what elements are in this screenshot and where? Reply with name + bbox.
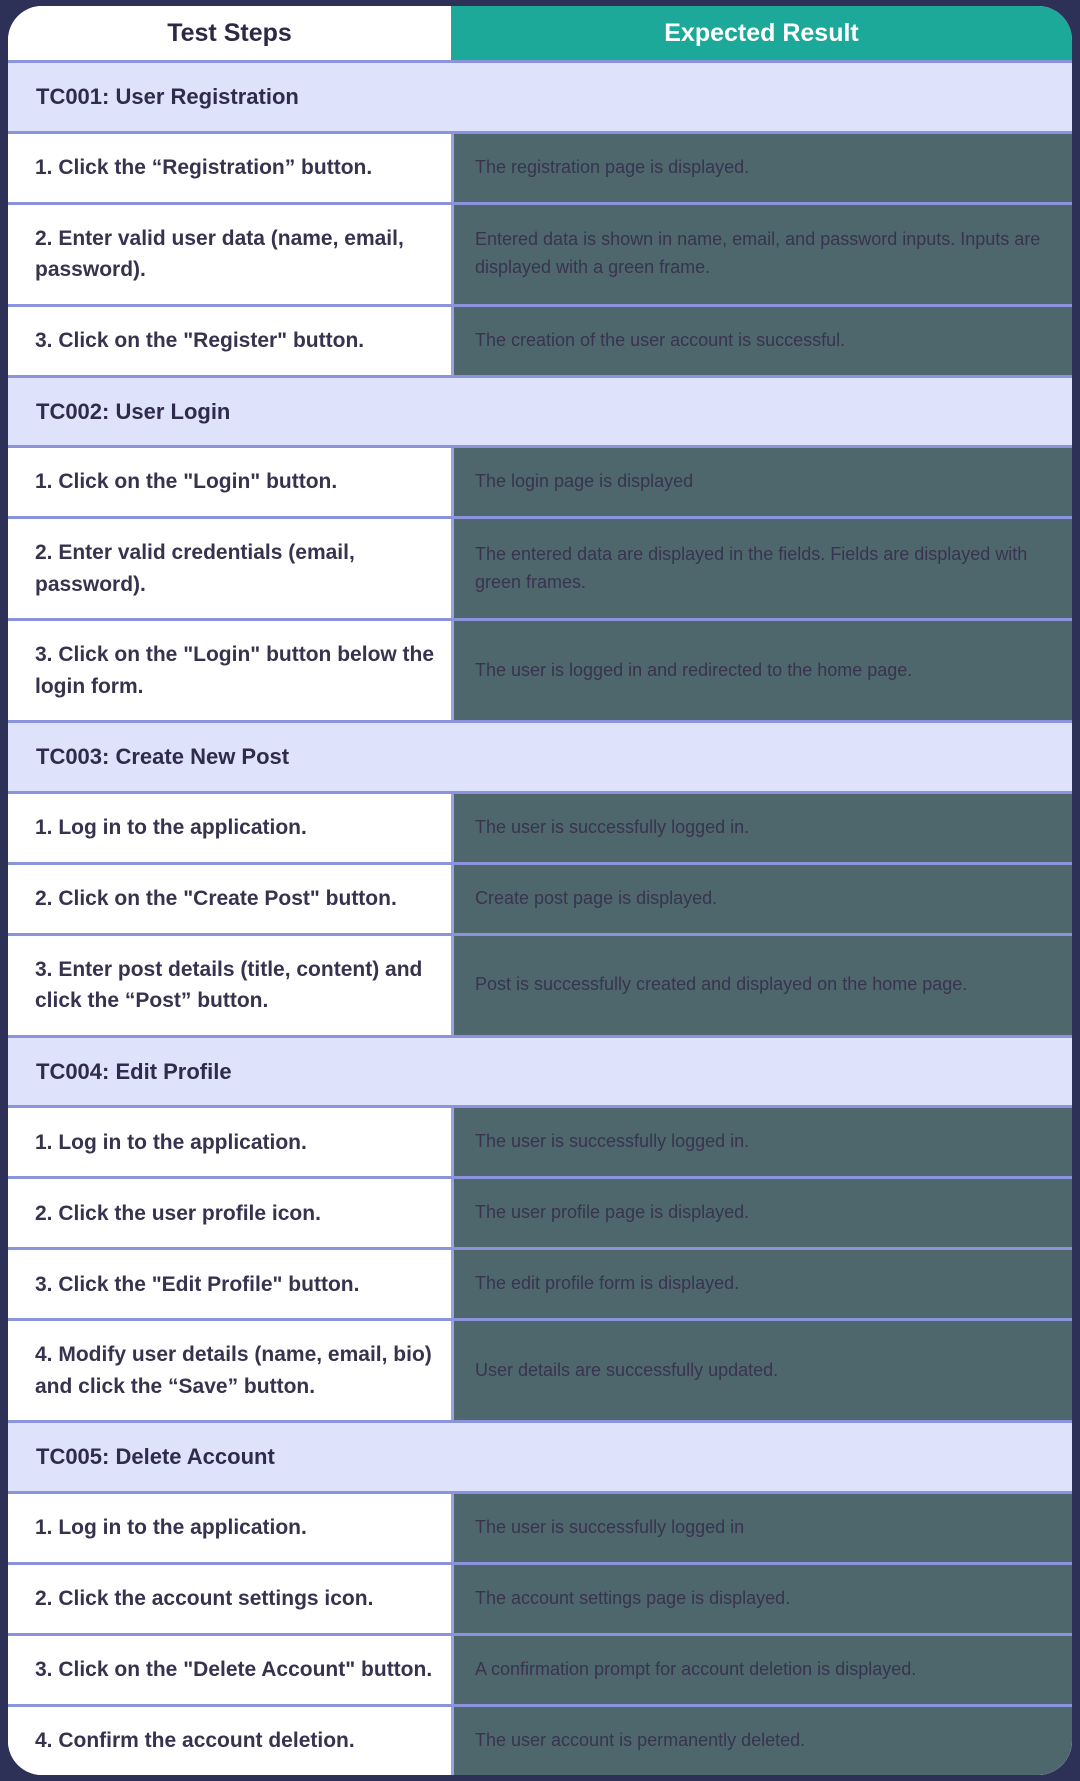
step-cell (8, 1250, 451, 1318)
table-row (8, 1633, 1072, 1704)
result-text: The account settings page is displayed. (475, 1588, 791, 1609)
step-text: 3. Enter post details (title, content) and click the “Post” button. (35, 957, 423, 1013)
result-text: A confirmation prompt for account deletion is displayed. (475, 1659, 917, 1680)
table-row (8, 1176, 1072, 1247)
step-cell (8, 448, 451, 516)
step-cell (8, 519, 451, 618)
test-case-table (8, 6, 1072, 1775)
step-cell (8, 794, 451, 862)
section-title: TC004: Edit Profile (36, 1058, 232, 1084)
section-header-row (8, 60, 1072, 131)
step-text: 2. Click the account settings icon. (35, 1587, 374, 1611)
result-text: The edit profile form is displayed. (475, 1273, 740, 1294)
step-cell (8, 1494, 451, 1562)
step-text: 2. Click the user profile icon. (35, 1201, 321, 1225)
step-text: 4. Modify user details (name, email, bio) and click the “Save” button. (35, 1343, 432, 1398)
result-text: The user account is permanently deleted. (475, 1730, 806, 1751)
result-text: The user is successfully logged in. (475, 1131, 750, 1152)
step-text: 3. Click on the "Register" button. (35, 328, 365, 352)
result-text: User details are successfully updated. (475, 1359, 779, 1380)
step-cell (8, 1321, 451, 1420)
step-cell (8, 205, 451, 304)
step-text: 2. Click on the "Create Post" button. (35, 887, 397, 911)
column-header-test-steps: Test Steps (8, 6, 451, 60)
step-text: 2. Enter valid user data (name, email, password). (35, 226, 404, 282)
step-cell (8, 1565, 451, 1633)
result-text: The entered data are displayed in the fields. Fields are displayed with green frames. (475, 543, 1028, 592)
table-row (8, 933, 1072, 1035)
result-cell (451, 1108, 1072, 1176)
result-text: Post is successfully created and displayed on the home page. (475, 974, 968, 995)
result-cell (451, 205, 1072, 304)
step-text: 1. Log in to the application. (35, 816, 307, 840)
table-row (8, 516, 1072, 618)
result-cell (451, 1565, 1072, 1633)
result-text: Entered data is shown in name, email, and password inputs. Inputs are displayed with a green frame. (475, 229, 1041, 278)
section-header-row (8, 1035, 1072, 1106)
section-title: TC003: Create New Post (36, 744, 290, 770)
result-cell (451, 1250, 1072, 1318)
step-cell (8, 1108, 451, 1176)
result-text: The registration page is displayed. (475, 156, 750, 177)
result-cell (451, 519, 1072, 618)
section-title: TC005: Delete Account (36, 1444, 275, 1470)
step-cell (8, 307, 451, 375)
step-text: 1. Click on the "Login" button. (35, 470, 338, 494)
table-row (8, 304, 1072, 375)
result-cell (451, 865, 1072, 933)
section-header-row (8, 720, 1072, 791)
table-row (8, 1318, 1072, 1420)
result-cell (451, 1707, 1072, 1775)
step-text: 4. Confirm the account deletion. (35, 1729, 355, 1753)
table-row (8, 1704, 1072, 1775)
result-text: The user is logged in and redirected to the home page. (475, 659, 913, 680)
step-cell (8, 1707, 451, 1775)
table-row (8, 791, 1072, 862)
result-text: The user is successfully logged in. (475, 816, 750, 837)
table-row (8, 1105, 1072, 1176)
table-row (8, 445, 1072, 516)
result-cell (451, 307, 1072, 375)
table-row (8, 202, 1072, 304)
result-cell (451, 1321, 1072, 1420)
result-text: The creation of the user account is successful. (475, 329, 846, 350)
table-row (8, 1491, 1072, 1562)
result-cell (451, 1179, 1072, 1247)
result-text: The user profile page is displayed. (475, 1202, 750, 1223)
table-row (8, 618, 1072, 720)
result-cell (451, 448, 1072, 516)
column-header-expected-result: Expected Result (451, 6, 1072, 60)
step-text: 1. Log in to the application. (35, 1130, 307, 1154)
step-text: 2. Enter valid credentials (email, password). (35, 541, 355, 596)
table-row (8, 862, 1072, 933)
result-cell (451, 936, 1072, 1035)
section-title: TC002: User Login (36, 398, 231, 424)
step-text: 3. Click on the "Login" button below the login form. (35, 643, 435, 698)
result-cell (451, 1494, 1072, 1562)
result-text: Create post page is displayed. (475, 887, 718, 908)
table-row (8, 1247, 1072, 1318)
step-cell (8, 936, 451, 1035)
result-text: The login page is displayed (475, 471, 694, 492)
result-cell (451, 134, 1072, 202)
result-cell (451, 621, 1072, 720)
section-header-row (8, 1420, 1072, 1491)
step-cell (8, 134, 451, 202)
table-header-row (8, 6, 1072, 60)
step-cell (8, 1179, 451, 1247)
step-text: 1. Click the “Registration” button. (35, 155, 373, 179)
section-title: TC001: User Registration (36, 83, 299, 109)
step-text: 3. Click on the "Delete Account" button. (35, 1658, 433, 1682)
step-cell (8, 1636, 451, 1704)
result-text: The user is successfully logged in (475, 1517, 745, 1538)
section-header-row (8, 375, 1072, 446)
step-cell (8, 621, 451, 720)
table-row (8, 131, 1072, 202)
table-row (8, 1562, 1072, 1633)
step-cell (8, 865, 451, 933)
result-cell (451, 794, 1072, 862)
step-text: 1. Log in to the application. (35, 1516, 307, 1540)
step-text: 3. Click the "Edit Profile" button. (35, 1272, 360, 1296)
result-cell (451, 1636, 1072, 1704)
